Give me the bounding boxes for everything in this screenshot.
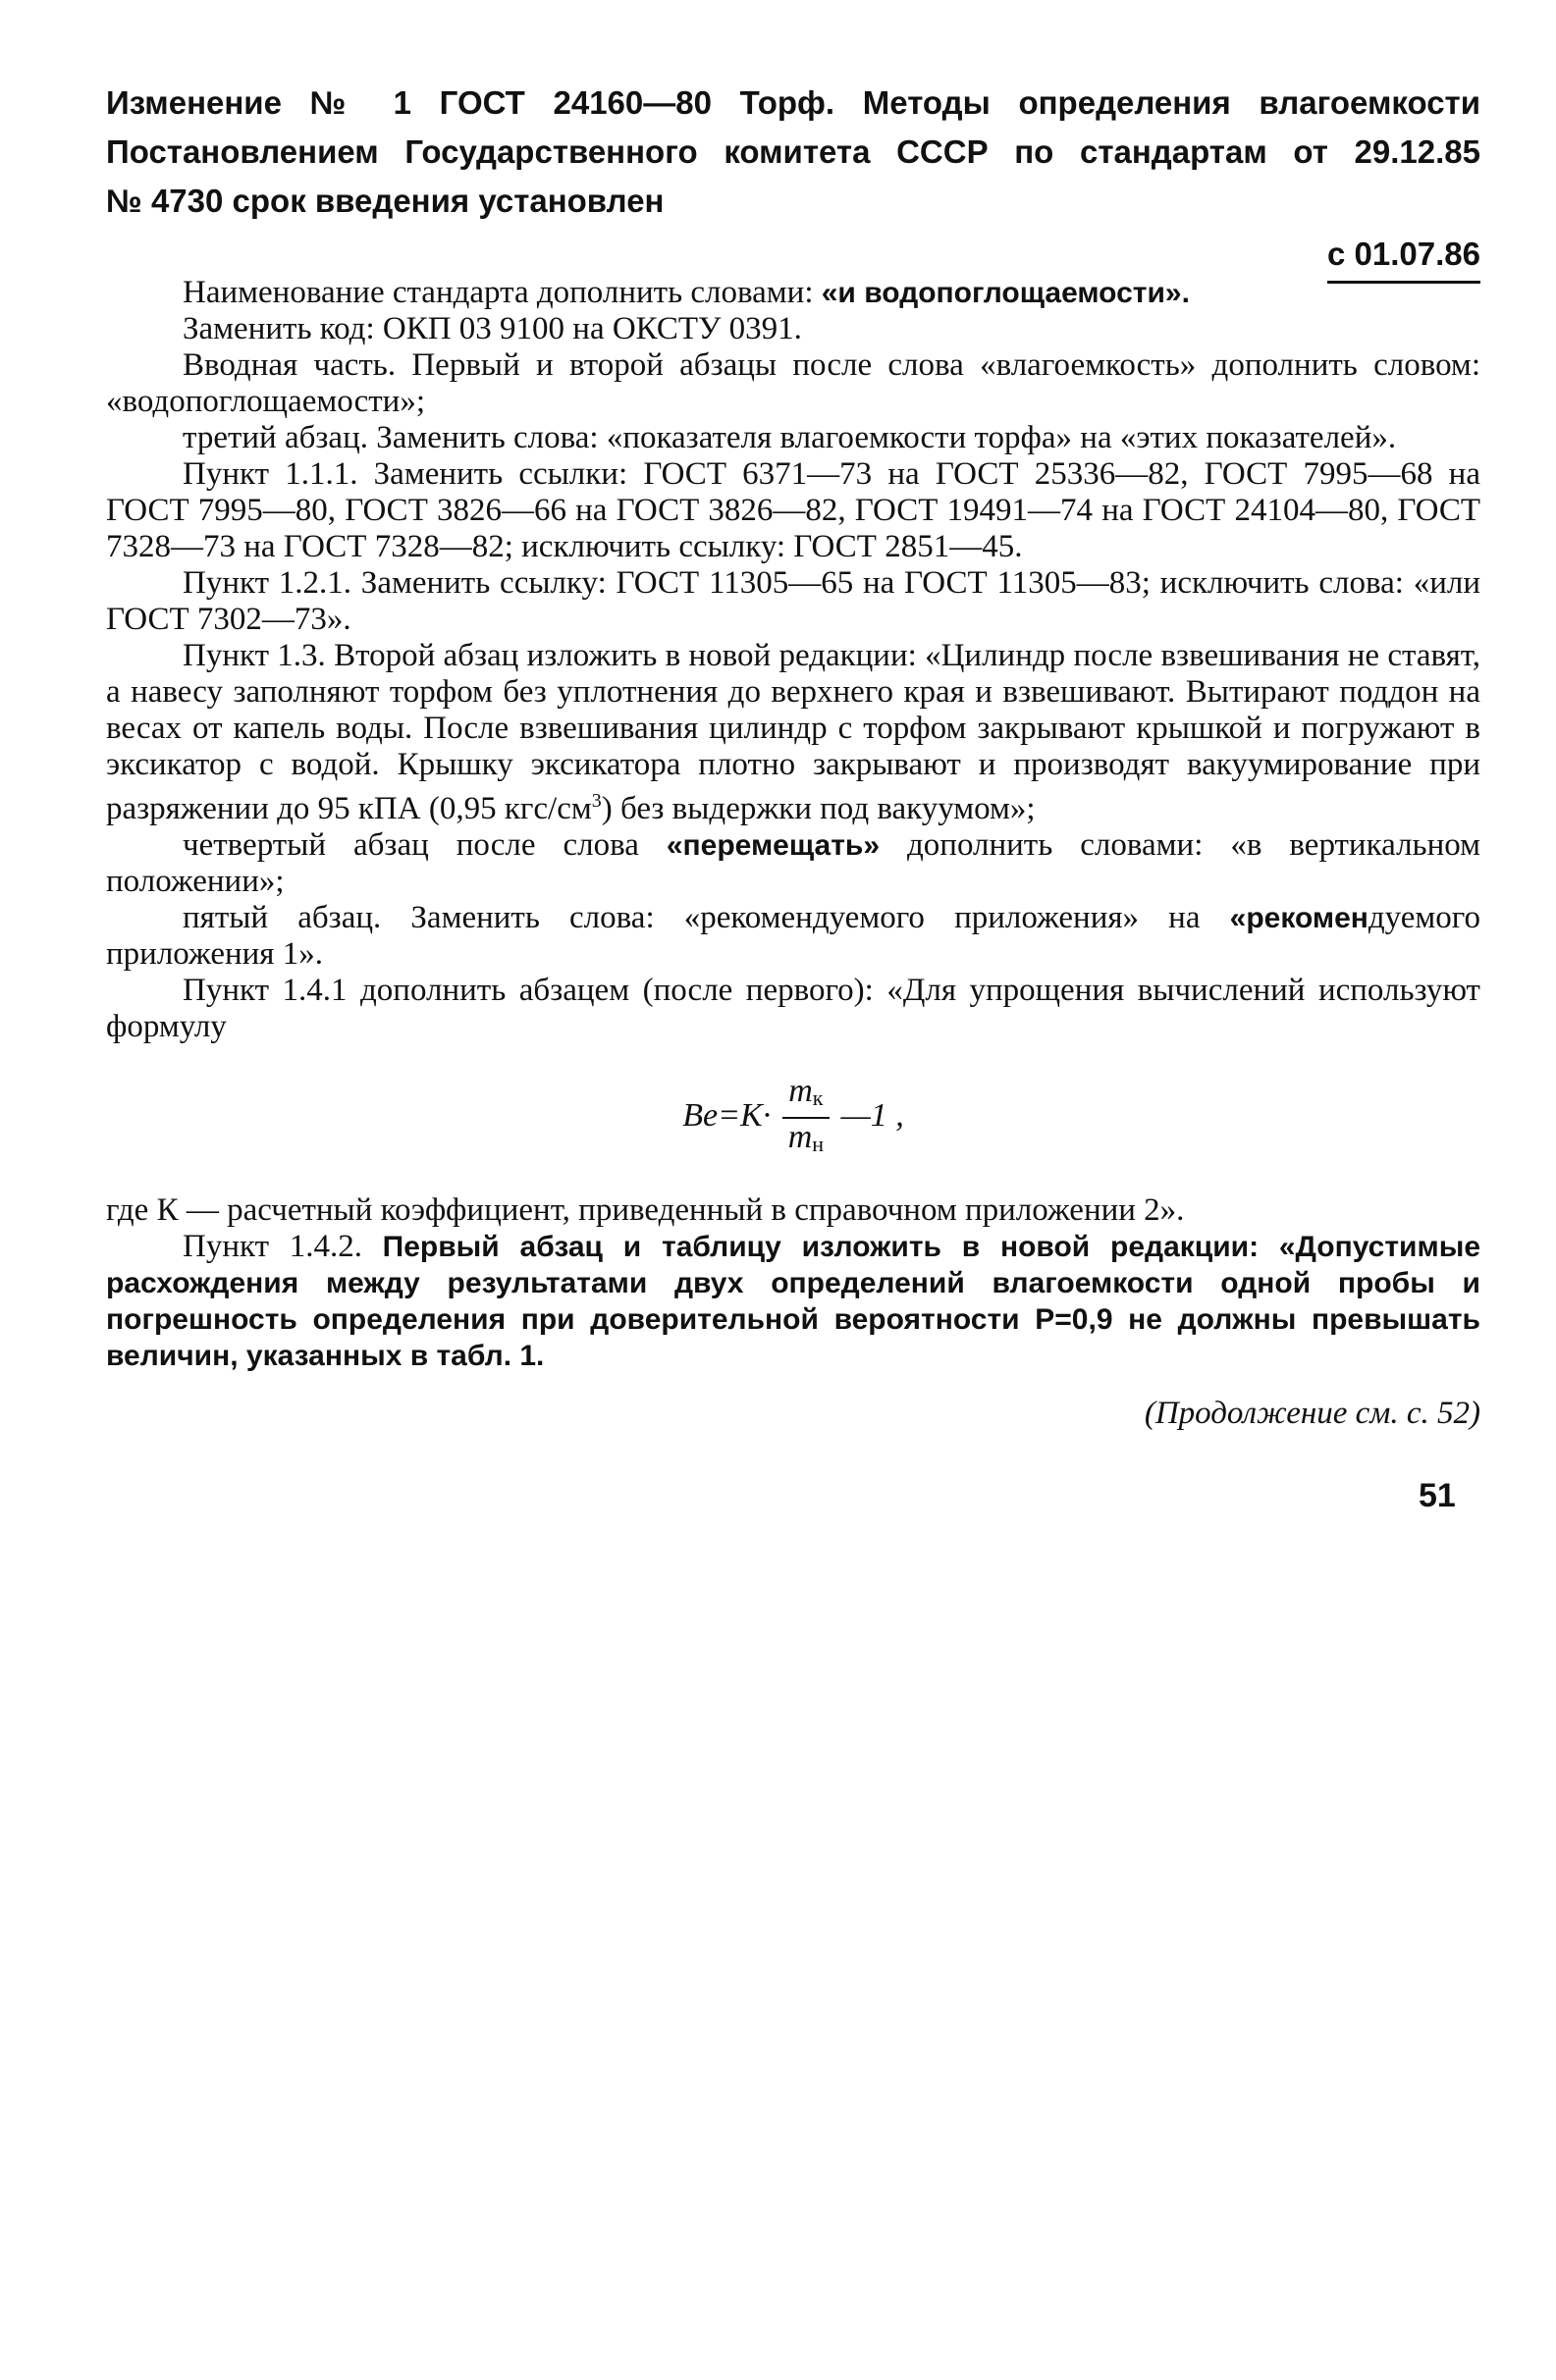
formula: Be=K· $\frac{mк}{mн}$ —1 , [106,1073,1480,1163]
paragraph: Пункт 1.4.1 дополнить абзацем (после первого): «Для упрощения вычислений используют формулу [106,973,1480,1044]
paragraph: пятый абзац. Заменить слова: «рекомендуемого приложения» на «рекомендуемого приложения 1». [106,900,1480,972]
paragraph: Пункт 1.4.2. Первый абзац и таблицу изложить в новой редакции: «Допустимые расхождения между результатами двух определений влагоемкости одной пробы и погрешность определения при доверительной вероятности Р=0,9 не должны превышать величин, указанных в табл. 1. [106,1229,1480,1372]
paragraph: Наименование стандарта дополнить словами: «и водопоглощаемости». [183,275,1190,310]
paragraph: Заменить код: ОКП 03 9100 на ОКСТУ 0391. [183,311,802,346]
continuation-note: (Продолжение см. с. 52) [1144,1396,1480,1431]
document-body [106,275,1480,1432]
paragraph: Пункт 1.2.1. Заменить ссылку: ГОСТ 11305—65 на ГОСТ 11305—83; исключить слова: «или ГОСТ 7302—73». [106,565,1480,637]
formula-fraction: $\frac{mк}{mн}$ [782,1073,829,1163]
paragraph: Вводная часть. Первый и второй абзацы после слова «влагоемкость» дополнить словом: «водопоглощаемости»; [106,347,1480,419]
header-decree: Постановлением Государственного комитета СССР по стандартам от 29.12.85 [106,133,1480,170]
effective-date: с 01.07.86 [1327,230,1480,284]
paragraph: Пункт 1.1.1. Заменить ссылки: ГОСТ 6371—73 на ГОСТ 25336—82, ГОСТ 7995—68 на ГОСТ 7995—80, ГОСТ 3826—66 на ГОСТ 3826—82, ГОСТ 19491—74 на ГОСТ 24104—80, ГОСТ 7328—73 на ГОСТ 7328—82; исключить ссылку: ГОСТ 2851—45. [106,456,1480,564]
header-title: Изменение № 1 ГОСТ 24160—80 Торф. Методы определения влагоемкости [106,84,1480,121]
paragraph: четвертый абзац после слова «перемещать» дополнить словами: «в вертикальном положении»; [106,827,1480,899]
paragraph: где К — расчетный коэффициент, приведенный в справочном приложении 2». [106,1192,1185,1228]
document-header [106,79,1480,284]
paragraph: Пункт 1.3. Второй абзац изложить в новой редакции: «Цилиндр после взвешивания не ставят, а навесу заполняют торфом без уплотнения до верхнего края и взвешивают. Вытирают поддон на весах от капель воды. После взвешивания цилиндр с торфом закрывают крышкой и погружают в эксикатор с водой. Крышку эксикатора плотно закрывают и производят вакуумирование при разряжении до 95 кПА (0,95 кгс/$см^3$) без выдержки под вакуумом»; [106,638,1480,826]
header-decree-number: № 4730 срок введения установлен [106,183,665,219]
paragraph: третий абзац. Заменить слова: «показателя влагоемкости торфа» на «этих показателей». [183,420,1397,455]
page-number: 51 [1419,1477,1456,1514]
